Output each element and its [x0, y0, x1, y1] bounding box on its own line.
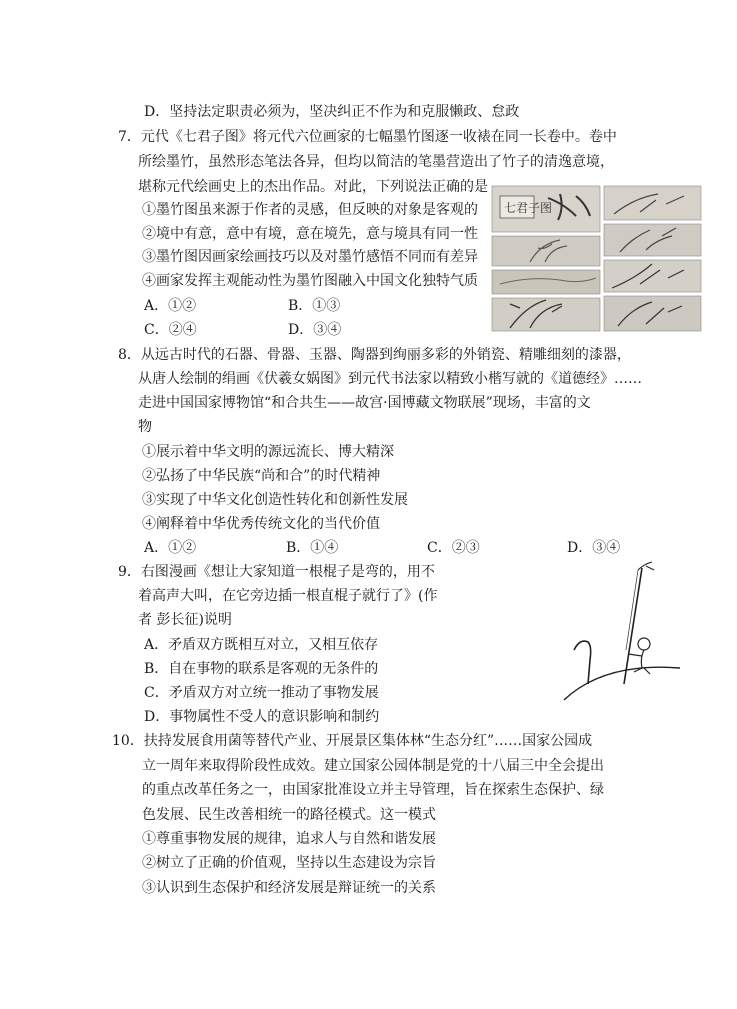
- q7-stem-line-1: 7．元代《七君子图》将元代六位画家的七幅墨竹图逐一收裱在同一长卷中。卷中: [118, 129, 617, 145]
- q8-statement-3: ③实现了中华文化创造性转化和创新性发展: [142, 492, 408, 508]
- q7-stem-line-3: 堪称元代绘画史上的杰出作品。对此，下列说法正确的是: [138, 179, 488, 195]
- cartoon-image: [562, 560, 682, 702]
- q7-option-b: B．①③: [288, 298, 341, 314]
- q8-option-c: C．②③: [427, 540, 480, 556]
- q7-statement-4: ④画家发挥主观能动性为墨竹图融入中国文化独特气质: [142, 273, 478, 289]
- q10-statement-1: ①尊重事物发展的规律，追求人与自然和谐发展: [142, 831, 436, 847]
- q7-option-d: D．③④: [288, 322, 342, 338]
- q9-option-c: C．矛盾双方对立统一推动了事物发展: [144, 685, 379, 701]
- q8-statement-4: ④阐释着中华优秀传统文化的当代价值: [142, 516, 380, 532]
- bamboo-paintings-image: [490, 184, 703, 333]
- seal-text: 七君子图: [504, 201, 553, 215]
- q8-stem-line-4: 物: [138, 419, 152, 435]
- q10-statement-3: ③认识到生态保护和经济发展是辩证统一的关系: [142, 880, 436, 896]
- q8-option-b: B．①④: [286, 540, 339, 556]
- q9-stem-line-1: 9．右图漫画《想让大家知道一根棍子是弯的，用不: [118, 564, 435, 580]
- q9-option-d: D．事物属性不受人的意识影响和制约: [144, 709, 380, 725]
- q10-stem-line-4: 色发展、民生改善相统一的路径模式。这一模式: [142, 807, 436, 823]
- q7-option-c: C．②④: [144, 322, 197, 338]
- q8-statement-1: ①展示着中华文明的源远流长、博大精深: [142, 444, 394, 460]
- q7-option-a: A．①②: [144, 298, 197, 314]
- q9-option-a: A．矛盾双方既相互对立，又相互依存: [144, 637, 379, 653]
- prev-option-d: D．坚持法定职责必须为，坚决纠正不作为和克服懒政、怠政: [144, 104, 520, 120]
- q7-statement-3: ③墨竹图因画家绘画技巧以及对墨竹感悟不同而有差异: [142, 249, 478, 265]
- q9-stem-line-3: 者 彭长征)说明: [138, 612, 232, 628]
- q8-statement-2: ②弘扬了中华民族“尚和合”的时代精神: [142, 468, 381, 484]
- q10-stem-line-3: 的重点改革任务之一，由国家批准设立并主导管理，旨在探索生态保护、绿: [142, 782, 604, 798]
- q9-option-b: B．自在事物的联系是客观的无条件的: [144, 661, 379, 677]
- q10-statement-2: ②树立了正确的价值观，坚持以生态建设为宗旨: [142, 855, 436, 871]
- q8-option-a: A．①②: [144, 540, 197, 556]
- q7-statement-2: ②境中有意，意中有境，意在境先，意与境具有同一性: [142, 226, 478, 242]
- q8-stem-line-1: 8．从远古时代的石器、骨器、玉器、陶器到绚丽多彩的外销瓷、精雕细刻的漆器，: [118, 347, 631, 363]
- q7-stem-line-2: 所绘墨竹，虽然形态笔法各异，但均以简洁的笔墨营造出了竹子的清逸意境，: [138, 154, 614, 170]
- q10-stem-line-2: 立一周年来取得阶段性成效。建立国家公园体制是党的十八届三中全会提出: [142, 758, 604, 774]
- q7-statement-1: ①墨竹图虽来源于作者的灵感，但反映的对象是客观的: [142, 202, 478, 218]
- q10-stem-line-1: 10．扶持发展食用菌等替代产业、开展景区集体林“生态分红”……国家公园成: [112, 733, 593, 749]
- q8-stem-line-2: 从唐人绘制的绢画《伏羲女娲图》到元代书法家以精致小楷写就的《道德经》……: [138, 371, 642, 387]
- q8-option-d: D．③④: [567, 540, 621, 556]
- q9-stem-line-2: 着高声大叫，在它旁边插一根直棍子就行了》(作: [138, 588, 438, 604]
- q8-stem-line-3: 走进中国国家博物馆“和合共生——故宫·国博藏文物联展”现场，丰富的文: [138, 395, 591, 411]
